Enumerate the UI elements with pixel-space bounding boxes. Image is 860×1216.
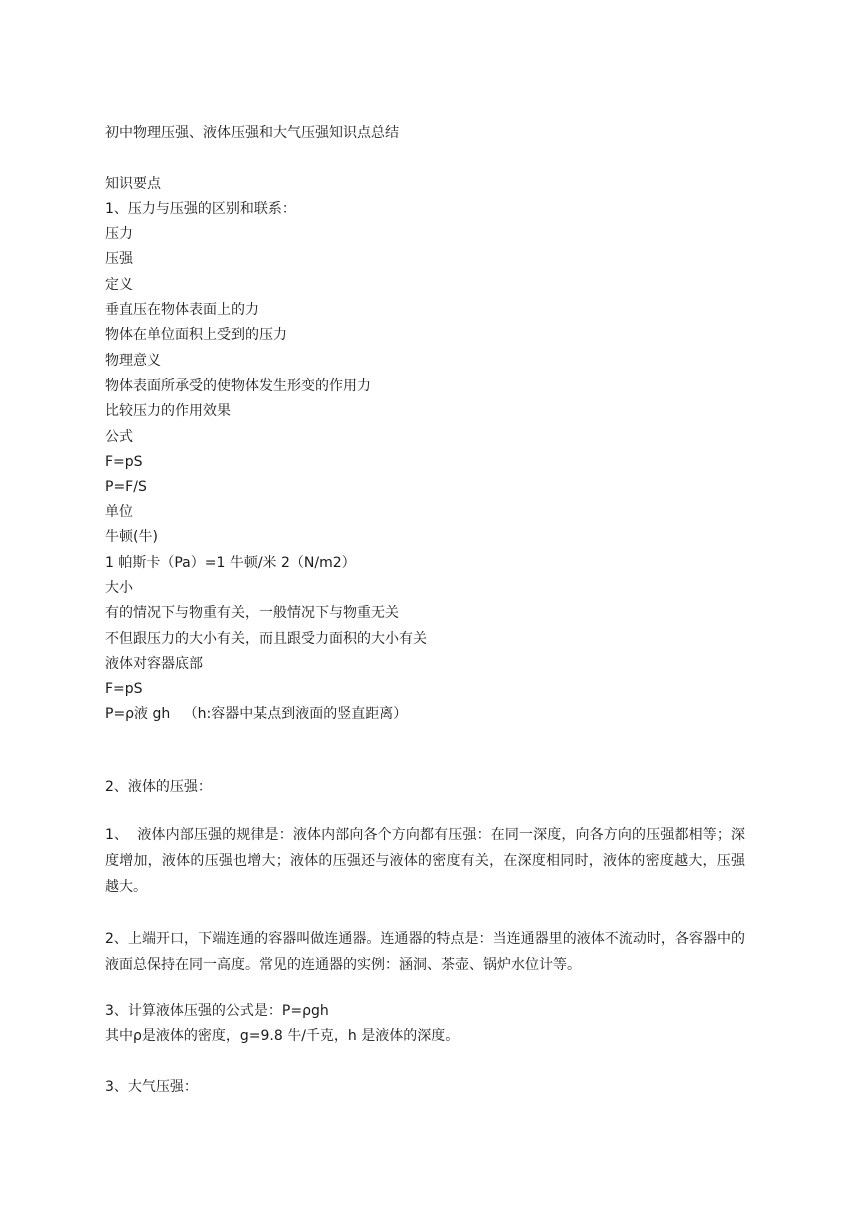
text-line: 有的情况下与物重有关，一般情况下与物重无关 (105, 605, 399, 621)
text-line: 大小 (105, 580, 133, 596)
formula-line: P=ρ液 gh （h:容器中某点到液面的竖直距离） (105, 706, 408, 722)
paragraph-formula-heading: 3、计算液体压强的公式是：P=ρgh (105, 1003, 329, 1019)
text-line: 牛顿(牛) (105, 529, 158, 545)
text-line: 比较压力的作用效果 (105, 403, 231, 419)
section-heading-key-points: 知识要点 (105, 176, 161, 192)
text-line: 单位 (105, 504, 133, 520)
formula-line: F=pS (105, 454, 143, 470)
text-line: 物体表面所承受的使物体发生形变的作用力 (105, 378, 371, 394)
text-line: 垂直压在物体表面上的力 (105, 302, 259, 318)
text-line: 压力 (105, 226, 133, 242)
text-line: 压强 (105, 251, 133, 267)
text-line: 1 帕斯卡（Pa）=1 牛顿/米 2（N/m2） (105, 555, 356, 571)
paragraph-formula-explanation: 其中ρ是液体的密度，g=9.8 牛/千克，h 是液体的深度。 (105, 1028, 460, 1044)
text-line: 不但跟压力的大小有关，而且跟受力面积的大小有关 (105, 631, 427, 647)
text-line: 物体在单位面积上受到的压力 (105, 327, 287, 343)
section-1-heading: 1、压力与压强的区别和联系： (105, 201, 296, 217)
paragraph-liquid-pressure-rules: 1、 液体内部压强的规律是：液体内部向各个方向都有压强：在同一深度，向各方向的压强都相等；深度增加，液体的压强也增大；液体的压强还与液体的密度有关，在深度相同时，液体的密度越大，压强越大。 (105, 827, 745, 895)
text-line: 物理意义 (105, 353, 161, 369)
section-2-heading: 2、液体的压强： (105, 779, 212, 795)
text-line: 公式 (105, 429, 133, 445)
paragraph-connected-vessels: 2、上端开口，下端连通的容器叫做连通器。连通器的特点是：当连通器里的液体不流动时，各容器中的液面总保持在同一高度。常见的连通器的实例：涵洞、茶壶、锅炉水位计等。 (105, 931, 745, 973)
text-line: 液体对容器底部 (105, 656, 203, 672)
section-3-heading: 3、大气压强： (105, 1079, 198, 1095)
formula-line: F=pS (105, 681, 143, 697)
document-title: 初中物理压强、液体压强和大气压强知识点总结 (105, 125, 399, 141)
formula-line: P=F/S (105, 479, 147, 495)
text-line: 定义 (105, 277, 133, 293)
